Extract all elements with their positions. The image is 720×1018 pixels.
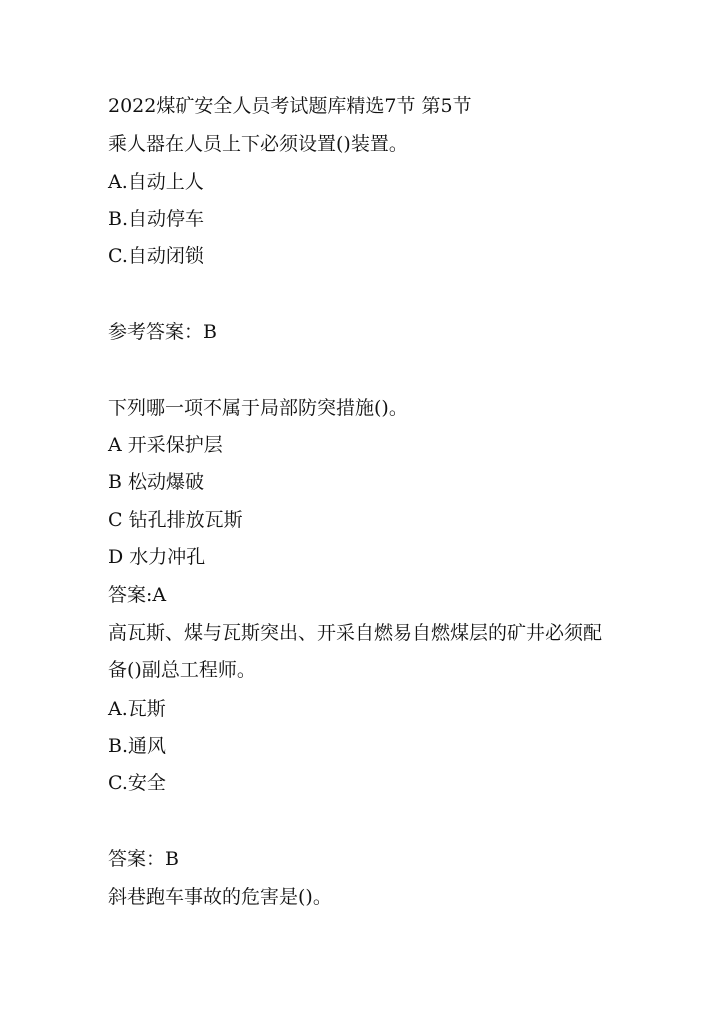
question-2-option-a: A 开采保护层	[108, 434, 223, 456]
document-title: 2022煤矿安全人员考试题库精选7节 第5节	[108, 95, 472, 117]
question-4-text: 斜巷跑车事故的危害是()。	[108, 886, 332, 908]
question-1-answer: 参考答案：B	[108, 321, 217, 343]
question-2-option-d: D 水力冲孔	[108, 546, 206, 568]
question-2-text: 下列哪一项不属于局部防突措施()。	[108, 397, 408, 419]
question-2-option-c: C 钻孔排放瓦斯	[108, 509, 243, 531]
question-1-text: 乘人器在人员上下必须设置()装置。	[108, 133, 408, 155]
question-2-answer: 答案:A	[108, 584, 167, 606]
question-3-text-line-2: 备()副总工程师。	[108, 659, 256, 681]
question-1-option-a: A.自动上人	[108, 171, 204, 193]
question-1-option-b: B.自动停车	[108, 208, 205, 230]
question-3-option-c: C.安全	[108, 772, 166, 794]
question-3-answer: 答案：B	[108, 848, 179, 870]
question-3-text-line-1: 高瓦斯、煤与瓦斯突出、开采自燃易自燃煤层的矿井必须配	[108, 622, 603, 644]
question-2-option-b: B 松动爆破	[108, 471, 205, 493]
question-3-option-a: A.瓦斯	[108, 698, 166, 720]
question-1-option-c: C.自动闭锁	[108, 245, 204, 267]
question-3-option-b: B.通风	[108, 735, 167, 757]
